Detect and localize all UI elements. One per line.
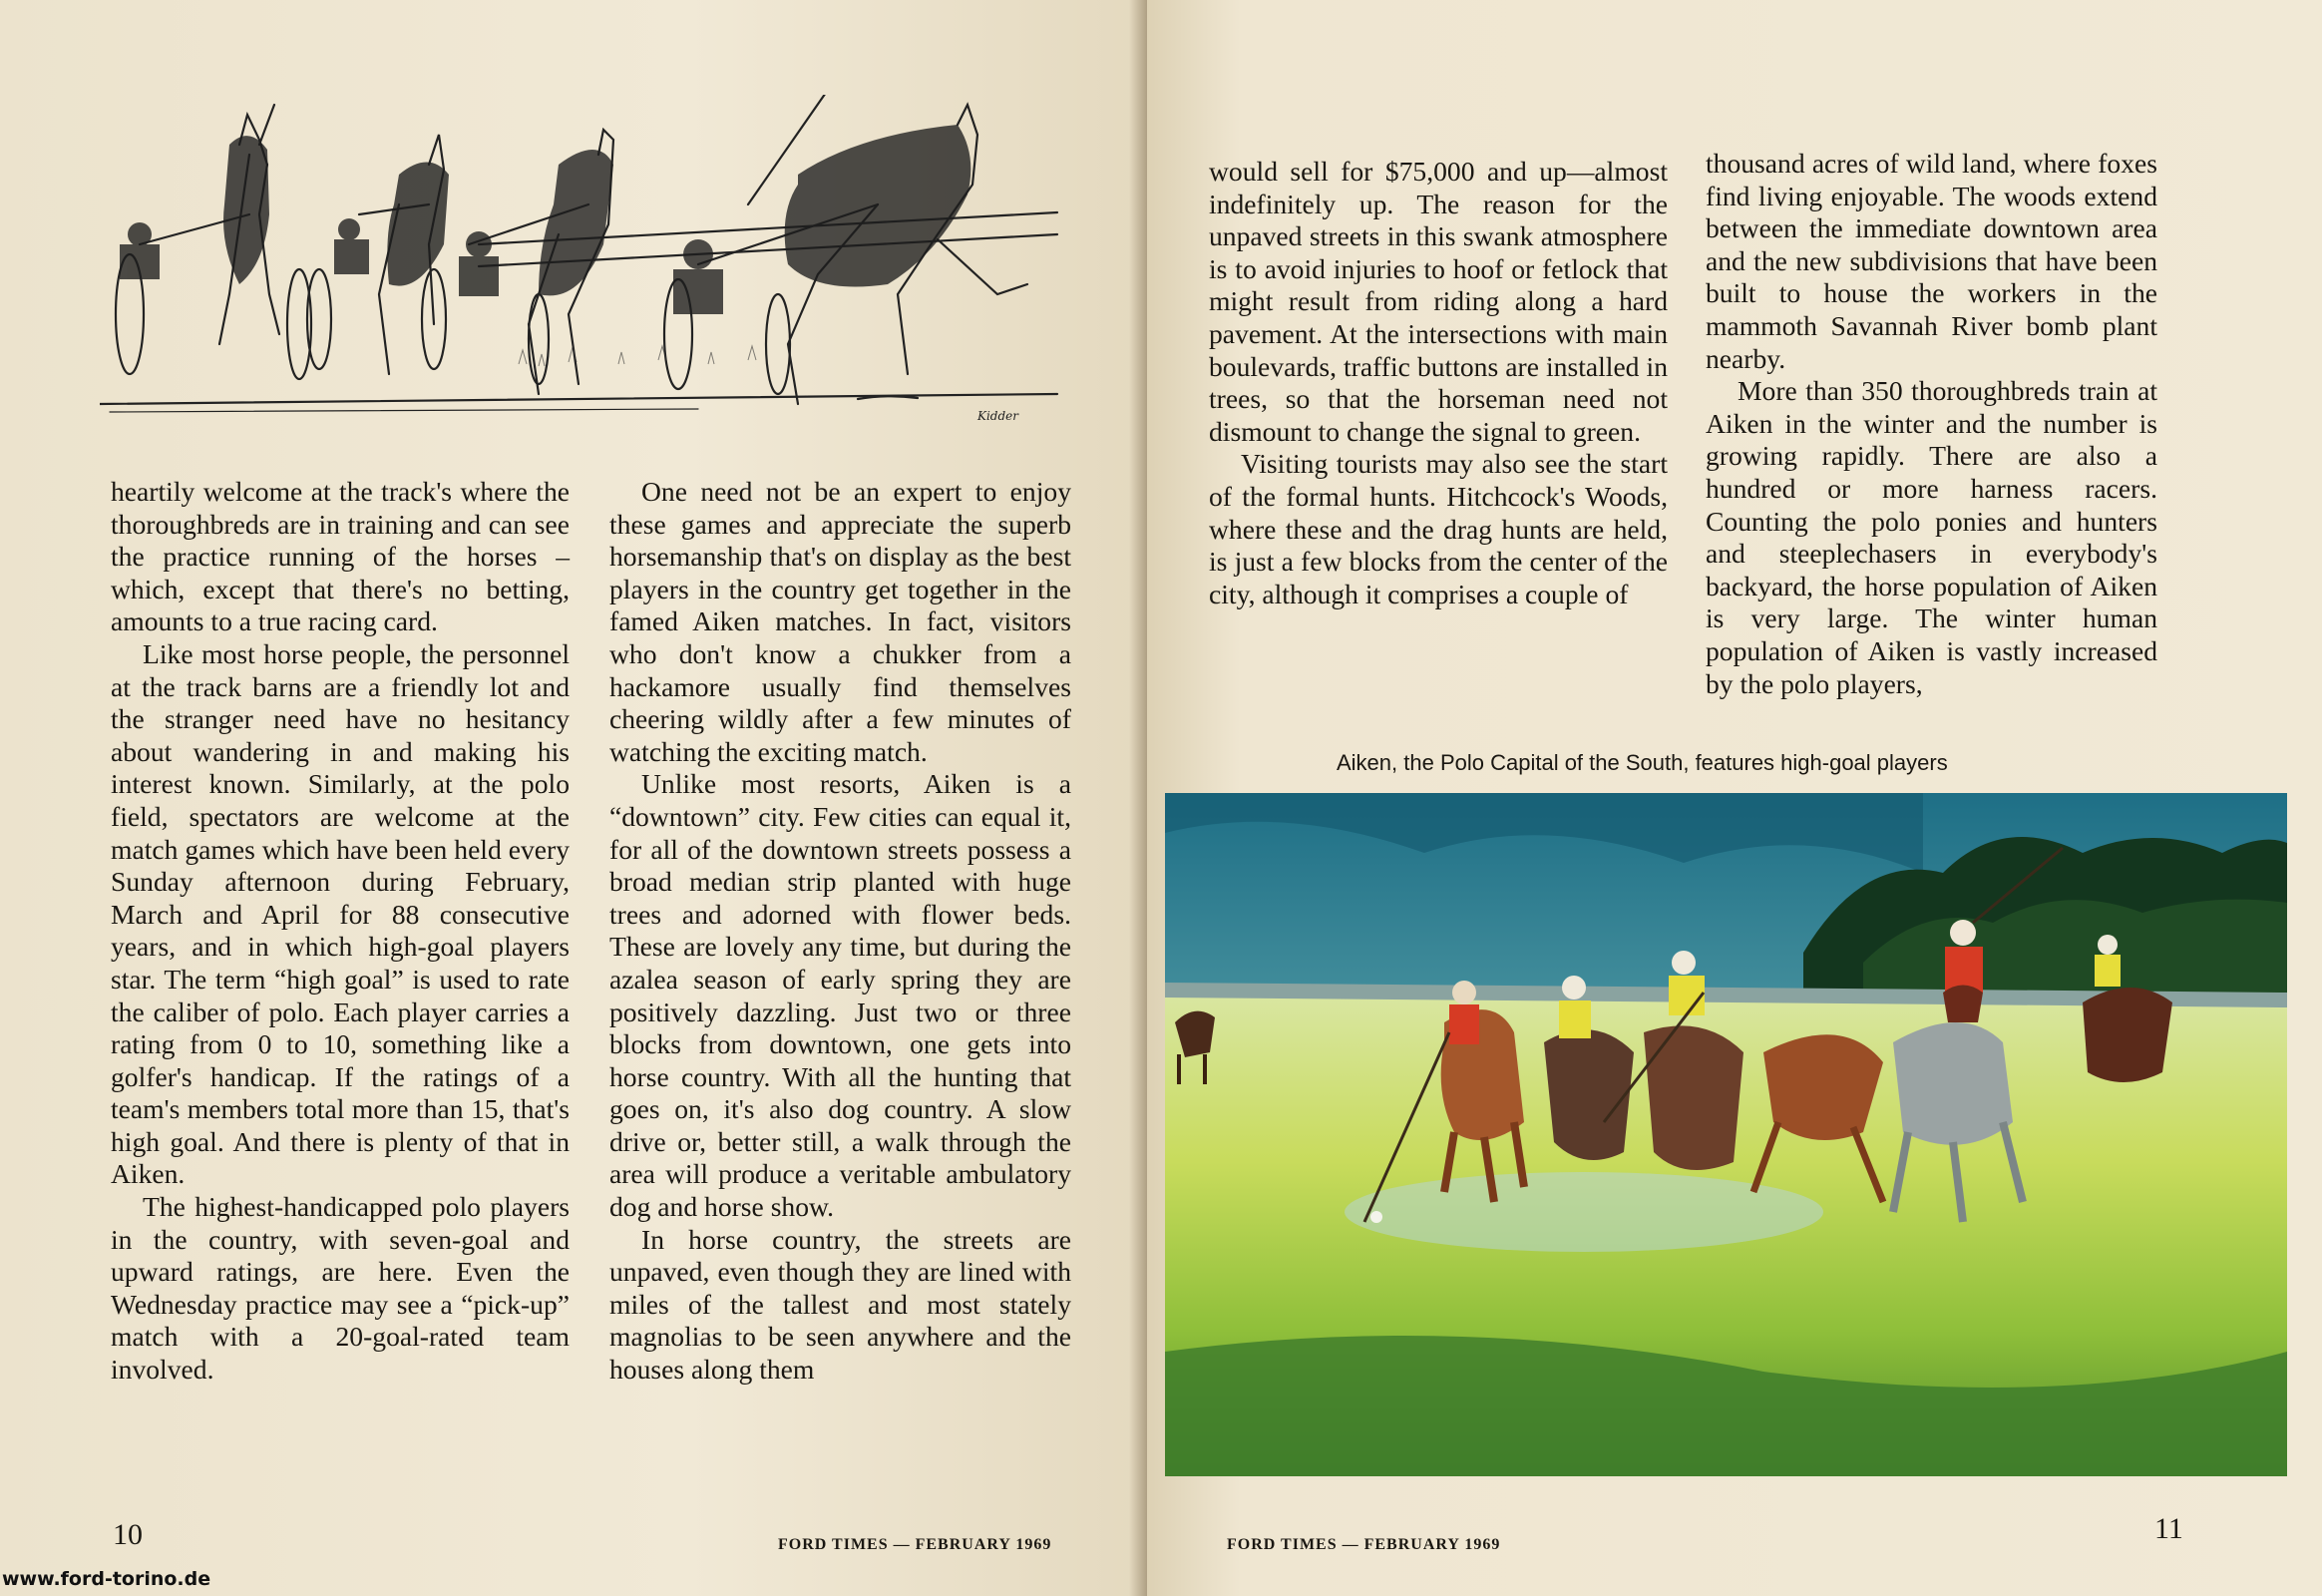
paragraph: The highest-handicapped polo players in the country, with seven-goal and upward ratings, are here. Even the Wednesday practice may see a “pick-up” match with a 20-goal-rated team involved. [111, 1191, 570, 1386]
paragraph: thousand acres of wild land, where foxes find living enjoyable. The woods extend between the immediate downtown area and the new subdivisions that have been built to house the workers in the mammoth Savannah River bomb plant nearby. [1706, 148, 2157, 374]
artist-signature: Kidder [977, 409, 1019, 423]
paragraph: Unlike most resorts, Aiken is a “downtown” city. Few cities can equal it, for all of the downtown streets possess a broad median strip planted with huge trees and adorned with flower beds. These are lovely any time, but during the azalea season of early spring they are positively dazzling. Just two or three blocks from downtown, one gets into horse country. With all the hunting that goes on, it's also dog country. A slow drive or, better still, a walk through the area will produce a veritable ambulatory dog and horse show. [609, 768, 1071, 1223]
paragraph: In horse country, the streets are unpaved, even though they are lined with miles of the tallest and most stately magnolias to be seen anywhere and the houses along them [609, 1223, 1071, 1386]
watermark-url: www.ford-torino.de [2, 1568, 211, 1590]
page-number: 11 [2154, 1512, 2183, 1545]
harness-racing-sketch-icon [100, 95, 1067, 424]
left-column-2 [609, 476, 1071, 1387]
paragraph: Visiting tourists may also see the start of the formal hunts. Hitchcock's Woods, where these and the drag hunts are held, is just a few blocks from the center of the city, although it comprises a couple of [1209, 448, 1668, 609]
left-column-1 [111, 476, 570, 1387]
paragraph: heartily welcome at the track's where the thoroughbreds are in training and can see the practice running of the horses – which, except that there's no betting, amounts to a true racing card. [111, 476, 570, 637]
running-head: FORD TIMES — FEBRUARY 1969 [778, 1536, 1052, 1553]
paragraph: More than 350 thoroughbreds train at Aiken in the winter and the number is growing rapidly. There are also a hundred or more harness racers. Counting the polo ponies and hunters and steeplechasers in everybody's backyard, the horse population of Aiken is very large. The winter human population of Aiken is vastly increased by the polo players, [1706, 375, 2157, 699]
right-page [1147, 0, 2322, 1596]
left-page [0, 0, 1147, 1596]
polo-match-painting-icon [1165, 793, 2287, 1476]
paragraph: would sell for $75,000 and up—almost indefinitely up. The reason for the unpaved streets in this swank atmosphere is to avoid injuries to hoof or fetlock that might result from riding along a hard pavement. At the intersections with main boulevards, traffic buttons are installed in trees, so that the horseman need not dismount to change the signal to green. [1209, 156, 1668, 447]
painting-caption: Aiken, the Polo Capital of the South, features high-goal players [1337, 750, 1948, 775]
paragraph: One need not be an expert to enjoy these games and appreciate the superb horsemanship that's on display as the best players in the country get together in the famed Aiken matches. In fact, visitors who don't know a chukker from a hackamore usually find themselves cheering wildly after a few minutes of watching the exciting match. [609, 476, 1071, 767]
page-number: 10 [113, 1518, 143, 1551]
running-head: FORD TIMES — FEBRUARY 1969 [1227, 1536, 1501, 1553]
right-column-2 [1706, 148, 2157, 700]
right-column-1 [1209, 156, 1668, 610]
paragraph: Like most horse people, the personnel at the track barns are a friendly lot and the stranger need have no hesitancy about wandering in and making his interest known. Similarly, at the polo field, spectators are welcome at the match games which have been held every Sunday afternoon during February, March and April for 88 consecutive years, and in which high-goal players star. The term “high goal” is used to rate the caliber of polo. Each player carries a rating from 0 to 10, something like a golfer's handicap. If the ratings of a team's members total more than 15, that's high goal. And there is plenty of that in Aiken. [111, 637, 570, 1190]
